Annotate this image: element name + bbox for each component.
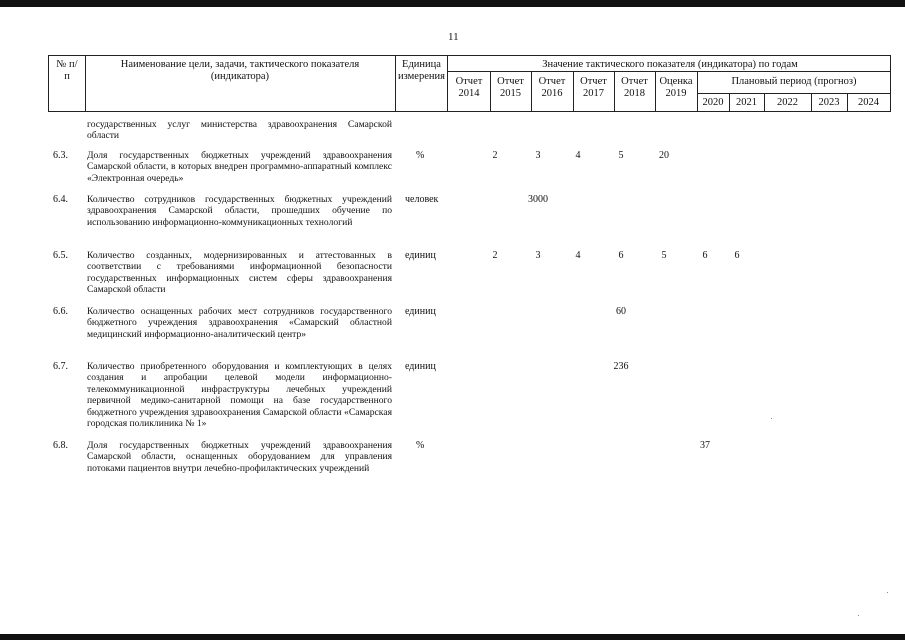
scan-speck <box>771 418 772 419</box>
row-name: Количество оснащенных рабочих мест сотрудников государственного бюджетного учреждения здравоохранения «Самарский областной медицинский информационно-аналитический центр» <box>87 306 392 340</box>
row-number: 6.5. <box>53 250 68 261</box>
value-cell: 236 <box>613 361 629 372</box>
value-cell: 37 <box>700 440 710 451</box>
row-name: Доля государственных бюджетных учреждений здравоохранения Самарской области, оснащенных оборудованием для управления потоками пациентов внутри лечебно-профилактических учреждений <box>87 440 392 474</box>
bottom-border <box>0 634 905 640</box>
header-report-2016: Отчет 2016 <box>538 76 566 99</box>
value-cell: 6 <box>702 250 708 261</box>
header-plan-2023: 2023 <box>818 97 840 108</box>
header-num: № п/п <box>56 59 78 82</box>
row-name: Доля государственных бюджетных учреждений здравоохранения Самарской области, в которых внедрен программно-аппаратный комплекс «Электронная очередь» <box>87 150 392 184</box>
header-estimate-2019: Оценка 2019 <box>659 76 693 99</box>
value-cell: 60 <box>616 306 626 317</box>
header-plan-2024: 2024 <box>858 97 879 108</box>
value-cell: 6 <box>734 250 740 261</box>
value-cell: 4 <box>575 250 581 261</box>
page-number: 11 <box>448 31 459 43</box>
top-border <box>0 0 905 7</box>
header-plan-2022: 2022 <box>777 97 798 108</box>
header-plan-2021: 2021 <box>736 97 757 108</box>
value-cell: 2 <box>492 150 498 161</box>
value-cell: 5 <box>618 150 624 161</box>
value-cell: 20 <box>659 150 669 161</box>
header-name: Наименование цели, задачи, тактического показателя (индикатора) <box>120 59 360 82</box>
header-unit: Единица измерения <box>398 59 445 82</box>
continuation-text: государственных услуг министерства здравоохранения Самарской области <box>87 119 392 142</box>
scan-speck <box>858 615 859 616</box>
header-report-2015: Отчет 2015 <box>497 76 524 99</box>
value-cell: 2 <box>492 250 498 261</box>
value-cell: 3 <box>535 150 541 161</box>
row-unit: единиц <box>405 250 436 261</box>
row-name: Количество созданных, модернизированных и аттестованных в соответствии с требованиями информационной безопасности государственных информационных систем сферы здравоохранения Самарской области <box>87 250 392 296</box>
row-name: Количество сотрудников государственных бюджетных учреждений здравоохранения Самарской области, прошедших обучение по использованию информационно-коммуникационных технологий <box>87 194 392 228</box>
header-values: Значение тактического показателя (индикатора) по годам <box>542 59 798 70</box>
header-plan-2020: 2020 <box>702 97 724 108</box>
row-unit: человек <box>405 194 439 205</box>
header-report-2014: Отчет 2014 <box>455 76 483 99</box>
row-number: 6.3. <box>53 150 68 161</box>
value-cell: 4 <box>575 150 581 161</box>
row-number: 6.6. <box>53 306 68 317</box>
value-cell: 5 <box>661 250 667 261</box>
value-cell: 3000 <box>528 194 548 205</box>
row-unit: единиц <box>405 306 436 317</box>
header-report-2018: Отчет 2018 <box>621 76 648 99</box>
row-number: 6.8. <box>53 440 68 451</box>
header-report-2017: Отчет 2017 <box>580 76 607 99</box>
row-number: 6.7. <box>53 361 68 372</box>
value-cell: 6 <box>618 250 624 261</box>
row-unit: % <box>416 150 425 161</box>
row-unit: % <box>416 440 425 451</box>
value-cell: 3 <box>535 250 541 261</box>
row-unit: единиц <box>405 361 436 372</box>
scan-speck <box>887 592 888 593</box>
row-number: 6.4. <box>53 194 68 205</box>
header-planned-period: Плановый период (прогноз) <box>731 76 857 87</box>
row-name: Количество приобретенного оборудования и комплектующих в целях создания и апробации целевой модели информационно-телекоммуникационной инфраструктуры лечебных учреждений первичной медико-санитарной помощи на базе государственного бюджетного учреждения здравоохранения Самарской области «Самарская городская поликлиника № 1» <box>87 361 392 430</box>
